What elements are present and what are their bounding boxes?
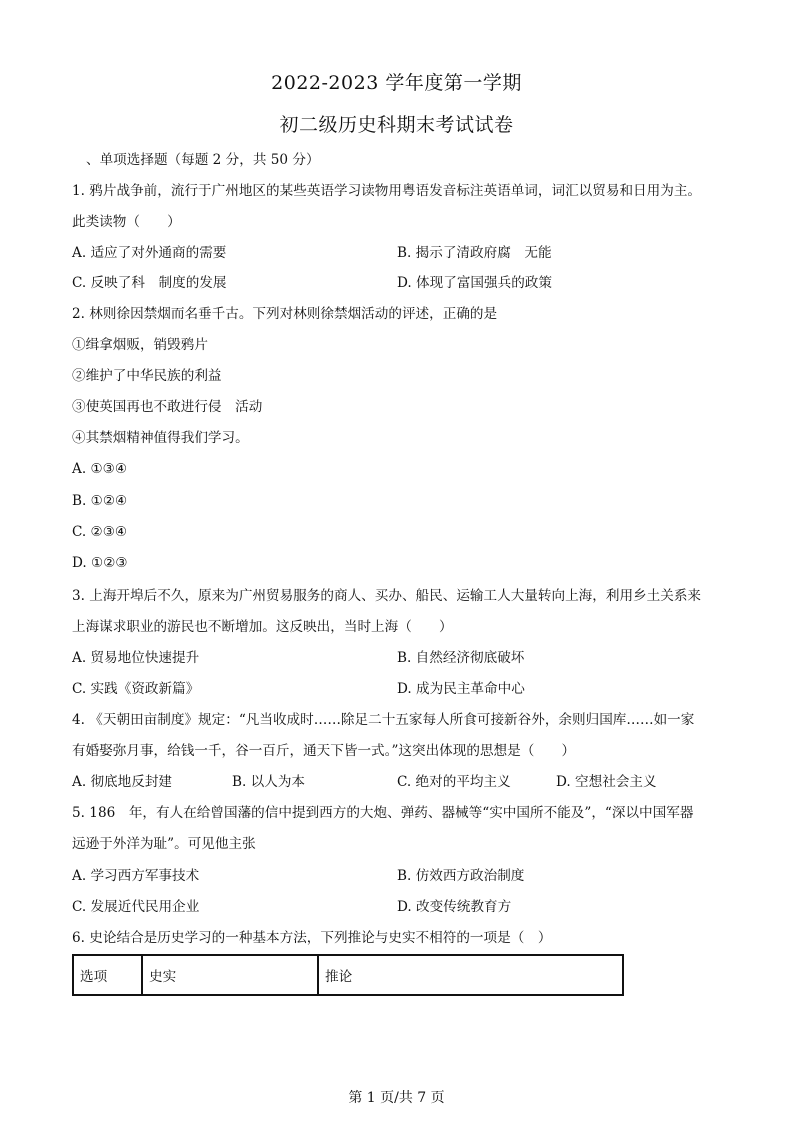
q4-option-a: A. 彻底地反封建: [72, 774, 173, 790]
q2-statement-3: ③使英国再也不敢进行侵 活动: [72, 399, 263, 415]
q5-option-c: C. 发展近代民用企业: [72, 899, 200, 915]
section-heading: 、单项选择题（每题 2 分，共 50 分）: [86, 152, 320, 168]
q5-option-d: D. 改变传统教育方: [397, 899, 512, 915]
table-header-row: [73, 955, 623, 995]
q5-stem-line1: 5. 186 年，有人在给曾国藩的信中提到西方的大炮、弹药、器械等“实中国所不能及”，“深以中国军器: [72, 805, 694, 821]
q5-option-a: A. 学习西方军事技术: [72, 868, 200, 884]
q2-option-c: C. ②③④: [72, 524, 128, 540]
q1-stem-line2: 此类读物（ ）: [72, 214, 181, 230]
table-header-inference: 推论: [318, 955, 623, 995]
q2-statement-4: ④其禁烟精神值得我们学习。: [72, 430, 249, 446]
exam-title: 初二级历史科期末考试试卷: [279, 114, 514, 136]
table-header-option: 选项: [73, 955, 142, 995]
q2-statement-2: ②维护了中华民族的利益: [72, 368, 222, 384]
q1-option-c: C. 反映了科 制度的发展: [72, 275, 227, 291]
q4-option-b: B. 以人为本: [232, 774, 306, 790]
q2-option-a: A. ①③④: [72, 461, 128, 477]
q1-option-a: A. 适应了对外通商的需要: [72, 245, 227, 261]
q3-option-a: A. 贸易地位快速提升: [72, 650, 200, 666]
q1-option-b: B. 揭示了清政府腐 无能: [397, 245, 552, 261]
q3-option-b: B. 自然经济彻底破坏: [397, 650, 525, 666]
q5-option-b: B. 仿效西方政治制度: [397, 868, 525, 884]
q2-option-b: B. ①②④: [72, 493, 128, 509]
q6-stem: 6. 史论结合是历史学习的一种基本方法，下列推论与史实不相符的一项是（ ）: [72, 930, 552, 946]
q1-option-d: D. 体现了富国强兵的政策: [397, 275, 552, 291]
q5-stem-line2: 远逊于外洋为耻”。可见他主张: [72, 836, 256, 852]
exam-title-year: 2022-2023 学年度第一学期: [271, 72, 522, 94]
q4-option-d: D. 空想社会主义: [556, 774, 657, 790]
q4-stem-line2: 有婚娶弥月事，给钱一千，谷一百斤，通天下皆一式。”这突出体现的思想是（ ）: [72, 743, 576, 759]
q3-option-d: D. 成为民主革命中心: [397, 681, 525, 697]
q2-statement-1: ①缉拿烟贩，销毁鸦片: [72, 337, 208, 353]
q3-stem-line1: 3. 上海开埠后不久，原来为广州贸易服务的商人、买办、船民、运输工人大量转向上海，利用乡土关系来: [72, 588, 702, 604]
q4-option-c: C. 绝对的平均主义: [397, 774, 511, 790]
q1-stem-line1: 1. 鸦片战争前，流行于广州地区的某些英语学习读物用粤语发音标注英语单词，词汇以贸易和日用为主。: [72, 183, 702, 199]
q3-option-c: C. 实践《资政新篇》: [72, 681, 200, 697]
q2-stem: 2. 林则徐因禁烟而名垂千古。下列对林则徐禁烟活动的评述，正确的是: [72, 306, 498, 322]
q4-stem-line1: 4. 《天朝田亩制度》规定：“凡当收成时……除足二十五家每人所食可接新谷外，余则归国库……如一家: [72, 712, 695, 728]
table-header-fact: 史实: [142, 955, 318, 995]
q3-stem-line2: 上海谋求职业的游民也不断增加。这反映出，当时上海（ ）: [72, 619, 453, 635]
q2-option-d: D. ①②③: [72, 555, 128, 571]
q6-table: [72, 954, 624, 996]
page-number: 第 1 页/共 7 页: [348, 1090, 445, 1106]
